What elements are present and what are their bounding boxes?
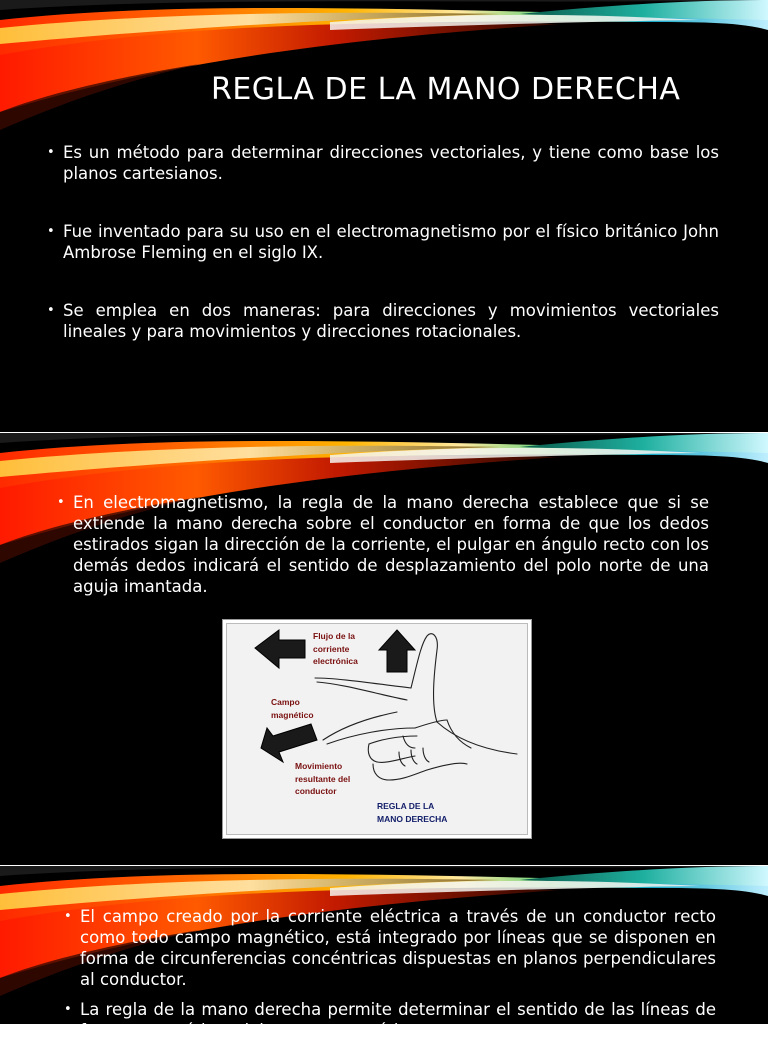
- bullet-dot: •: [64, 909, 72, 924]
- arrow-left-icon: [255, 630, 305, 668]
- label-line: electrónica: [313, 656, 358, 666]
- label-movimiento: [295, 760, 350, 798]
- label-line: conductor: [295, 786, 337, 796]
- figure-canvas: [226, 623, 528, 835]
- bullet-list: [47, 142, 719, 379]
- bullet-item: [47, 221, 719, 263]
- arrow-up-icon: [379, 630, 415, 672]
- slide-title: REGLA DE LA MANO DERECHA: [211, 72, 681, 107]
- label-line: REGLA DE LA: [377, 801, 435, 811]
- label-line: Movimiento: [295, 761, 343, 771]
- slide-3: [0, 866, 768, 1040]
- swoosh-decoration: [0, 0, 768, 140]
- bullet-text: Fue inventado para su uso en el electromagnetismo por el físico británico John Ambrose Fleming en el siglo IX.: [63, 222, 719, 262]
- bullet-item: [64, 906, 716, 990]
- label-line: magnético: [271, 709, 314, 720]
- bullet-text: En electromagnetismo, la regla de la mano derecha establece que si se extiende la mano derecha sobre el conductor en forma de que los dedos estirados sigan la dirección de la corriente, el pulgar en ángulo recto con los demás dedos indicará el sentido de desplazamiento del polo norte de una aguja imantada.: [73, 493, 709, 596]
- arrow-down-left-icon: [261, 724, 317, 762]
- bullet-dot: •: [64, 1002, 72, 1017]
- bullet-dot: •: [47, 303, 55, 318]
- bullet-dot: •: [57, 495, 65, 510]
- bullet-item: [57, 492, 709, 597]
- right-hand-rule-figure: [222, 619, 532, 839]
- bullet-item: [47, 142, 719, 184]
- slide-2: [0, 433, 768, 865]
- bullet-text: El campo creado por la corriente eléctrica a través de un conductor recto como todo campo magnético, está integrado por líneas que se disponen en forma de circunferencias concéntricas dispuestas en planos perpendiculares al conductor.: [80, 907, 716, 989]
- bullet-text: Es un método para determinar direcciones vectoriales, y tiene como base los planos cartesianos.: [63, 143, 719, 183]
- bullet-item: [64, 999, 716, 1041]
- label-line: corriente: [313, 643, 350, 654]
- figure-caption: [377, 800, 447, 825]
- bullet-item: [47, 300, 719, 342]
- label-line: Flujo de la: [313, 631, 356, 641]
- bullet-text: La regla de la mano derecha permite determinar el sentido de las líneas de fuerza magnéticas del campo magnético.: [80, 1000, 716, 1040]
- label-campo: [271, 696, 314, 721]
- bullet-list: [57, 492, 709, 597]
- slide-1: [0, 0, 768, 432]
- bullet-text: Se emplea en dos maneras: para direcciones y movimientos vectoriales lineales y para movimientos y direcciones rotacionales.: [63, 301, 719, 341]
- label-flujo: [313, 630, 358, 668]
- label-line: Campo: [271, 697, 300, 707]
- label-line: MANO DERECHA: [377, 813, 448, 824]
- label-line: resultante del: [295, 773, 351, 784]
- bullet-dot: •: [47, 224, 55, 239]
- bullet-list: [64, 906, 716, 1050]
- bullet-dot: •: [47, 145, 55, 160]
